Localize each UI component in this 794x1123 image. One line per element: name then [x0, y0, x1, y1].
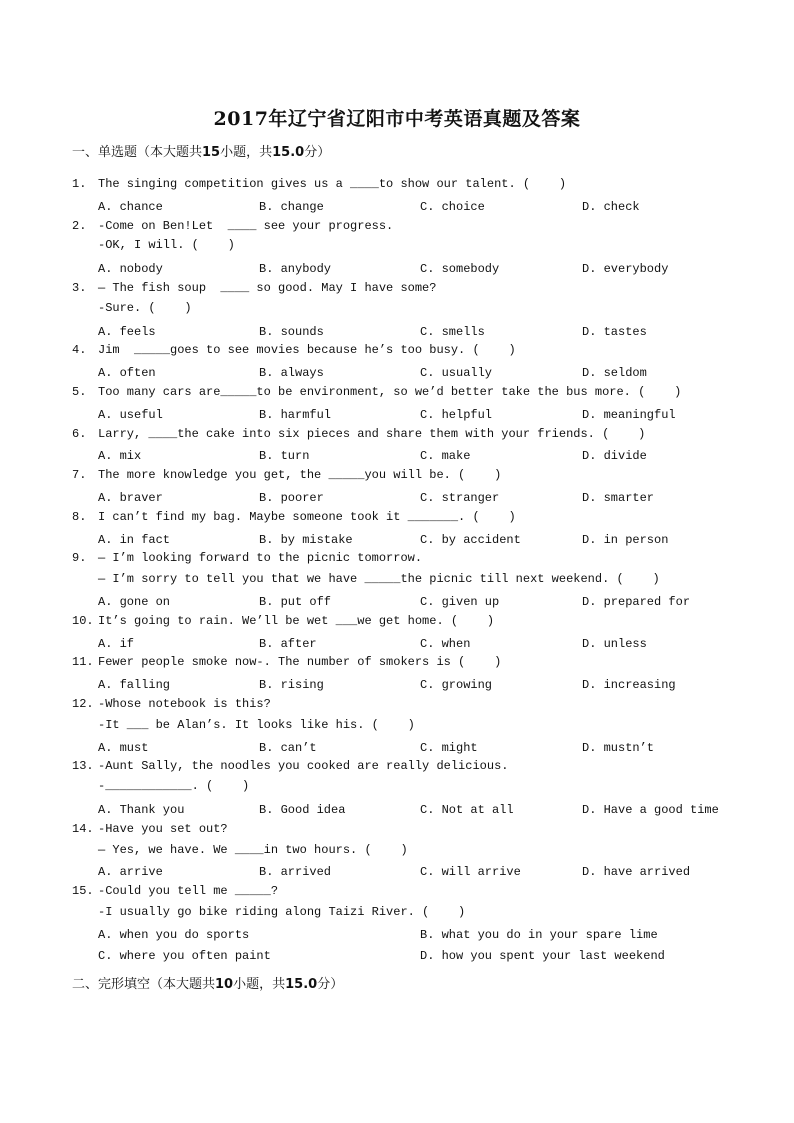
- option-a: A. useful: [98, 408, 163, 422]
- option-b: B. harmful: [259, 408, 332, 422]
- option-c: C. make: [420, 449, 471, 463]
- question-15: 15. -Could you tell me _____?: [72, 884, 279, 898]
- option-d: D. how you spent your last weekend: [420, 949, 665, 963]
- option-a: A. when you do sports: [98, 928, 250, 942]
- section-1-heading: 一、单选题（本大题共15小题，共15.0分）: [72, 145, 331, 160]
- option-c: C. helpful: [420, 408, 493, 422]
- option-b: B. sounds: [259, 325, 324, 339]
- option-d: D. everybody: [582, 262, 669, 276]
- option-a: A. mix: [98, 449, 142, 463]
- option-c: C. somebody: [420, 262, 500, 276]
- option-a: A. chance: [98, 200, 163, 214]
- option-b: B. by mistake: [259, 533, 353, 547]
- option-c: C. choice: [420, 200, 485, 214]
- option-b: B. turn: [259, 449, 310, 463]
- option-b: B. anybody: [259, 262, 332, 276]
- section-2-heading: 二、完形填空（本大题共10小题，共15.0分）: [72, 977, 344, 992]
- option-c: C. stranger: [420, 491, 500, 505]
- option-d: D. smarter: [582, 491, 655, 505]
- question-9-line-2: — I’m sorry to tell you that we have _____the picnic till next weekend. ( ): [98, 572, 660, 586]
- option-d: D. increasing: [582, 678, 676, 692]
- option-c: C. by accident: [420, 533, 521, 547]
- option-a: A. often: [98, 366, 156, 380]
- option-a: A. in fact: [98, 533, 171, 547]
- option-a: A. feels: [98, 325, 156, 339]
- option-d: D. unless: [582, 637, 647, 651]
- question-14: 14. -Have you set out?: [72, 822, 228, 836]
- option-b: B. after: [259, 637, 317, 651]
- option-a: A. if: [98, 637, 135, 651]
- option-c: C. where you often paint: [98, 949, 271, 963]
- question-3: 3. — The fish soup ____ so good. May I have some?: [72, 281, 437, 295]
- option-b: B. can’t: [259, 741, 317, 755]
- question-6: 6. Larry, ____the cake into six pieces and share them with your friends. ( ): [72, 427, 646, 441]
- question-1: 1. The singing competition gives us a ____to show our talent. ( ): [72, 177, 567, 191]
- question-14-line-2: — Yes, we have. We ____in two hours. ( ): [98, 843, 408, 857]
- question-12: 12. -Whose notebook is this?: [72, 697, 271, 711]
- option-d: D. prepared for: [582, 595, 691, 609]
- option-c: C. growing: [420, 678, 493, 692]
- option-a: A. braver: [98, 491, 163, 505]
- option-c: C. smells: [420, 325, 485, 339]
- option-a: A. falling: [98, 678, 171, 692]
- option-b: B. put off: [259, 595, 332, 609]
- option-b: B. rising: [259, 678, 324, 692]
- option-c: C. usually: [420, 366, 493, 380]
- option-d: D. Have a good time: [582, 803, 719, 817]
- option-d: D. tastes: [582, 325, 647, 339]
- option-a: A. Thank you: [98, 803, 185, 817]
- option-b: B. always: [259, 366, 324, 380]
- question-7: 7. The more knowledge you get, the _____you will be. ( ): [72, 468, 502, 482]
- option-c: C. might: [420, 741, 478, 755]
- option-b: B. what you do in your spare lime: [420, 928, 658, 942]
- option-d: D. mustn’t: [582, 741, 655, 755]
- question-10: 10. It’s going to rain. We’ll be wet ___we get home. ( ): [72, 614, 495, 628]
- option-c: C. will arrive: [420, 865, 521, 879]
- option-d: D. check: [582, 200, 640, 214]
- question-3-line-2: -Sure. ( ): [98, 301, 192, 315]
- option-b: B. arrived: [259, 865, 332, 879]
- option-c: C. when: [420, 637, 471, 651]
- page-title: 2017年辽宁省辽阳市中考英语真题及答案: [213, 108, 581, 130]
- option-b: B. Good idea: [259, 803, 346, 817]
- question-5: 5. Too many cars are_____to be environment, so we’d better take the bus more. ( ): [72, 385, 682, 399]
- question-2-line-2: -OK, I will. ( ): [98, 238, 235, 252]
- question-2: 2. -Come on Ben!Let ____ see your progress.: [72, 219, 394, 233]
- option-c: C. Not at all: [420, 803, 514, 817]
- option-d: D. seldom: [582, 366, 647, 380]
- option-a: A. must: [98, 741, 149, 755]
- option-b: B. change: [259, 200, 324, 214]
- question-15-line-2: -I usually go bike riding along Taizi River. ( ): [98, 905, 466, 919]
- option-b: B. poorer: [259, 491, 324, 505]
- option-d: D. meaningful: [582, 408, 676, 422]
- question-9: 9. — I’m looking forward to the picnic tomorrow.: [72, 551, 423, 565]
- question-12-line-2: -It ___ be Alan’s. It looks like his. ( ): [98, 718, 415, 732]
- option-a: A. nobody: [98, 262, 163, 276]
- option-c: C. given up: [420, 595, 500, 609]
- option-d: D. have arrived: [582, 865, 691, 879]
- option-d: D. divide: [582, 449, 647, 463]
- option-a: A. arrive: [98, 865, 163, 879]
- option-d: D. in person: [582, 533, 669, 547]
- question-4: 4. Jim _____goes to see movies because he’s too busy. ( ): [72, 343, 516, 357]
- question-13-line-2: -____________. ( ): [98, 779, 250, 793]
- question-13: 13. -Aunt Sally, the noodles you cooked are really delicious.: [72, 759, 509, 773]
- question-8: 8. I can’t find my bag. Maybe someone took it _______. ( ): [72, 510, 516, 524]
- question-11: 11. Fewer people smoke now-. The number of smokers is ( ): [72, 655, 502, 669]
- option-a: A. gone on: [98, 595, 171, 609]
